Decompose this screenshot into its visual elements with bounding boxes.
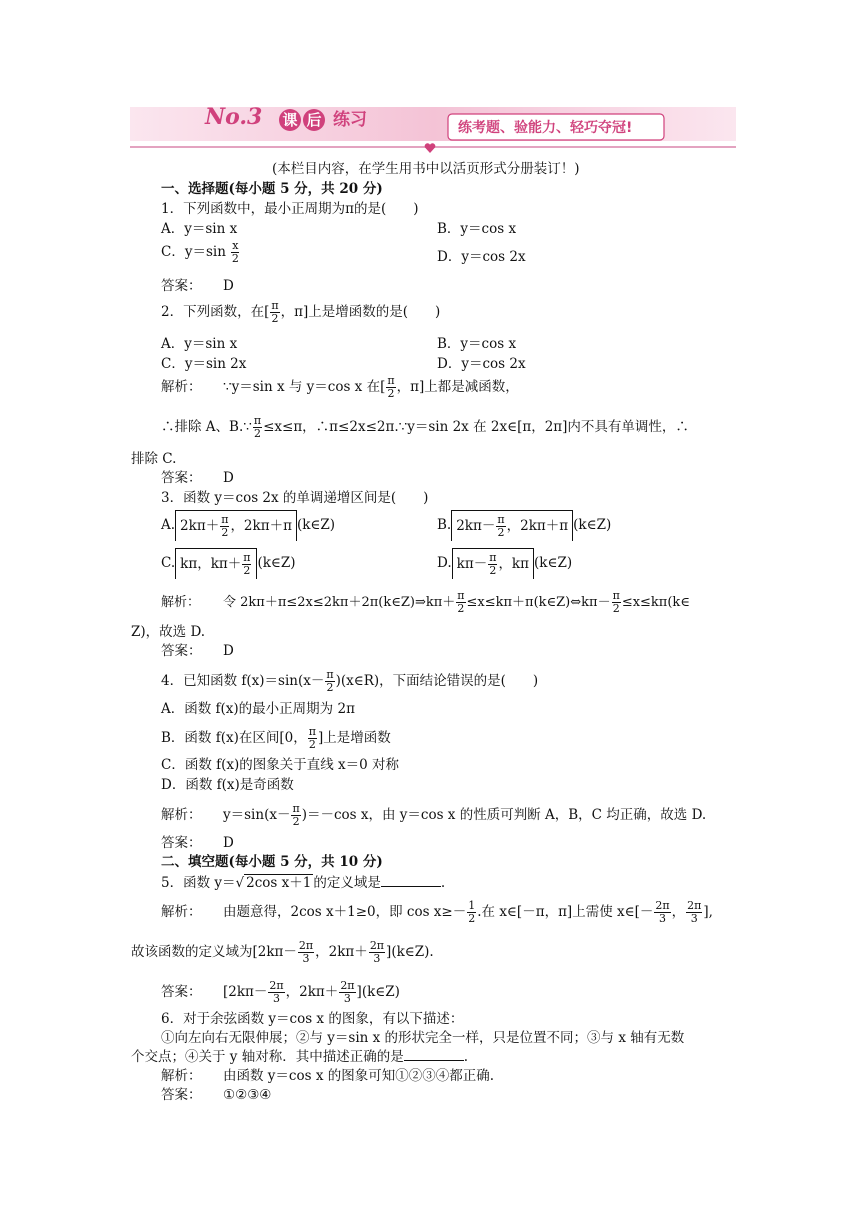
option-label: B.	[437, 517, 452, 533]
option-domain: (k∈Z)	[296, 517, 336, 533]
q2-option-a: A．y＝sin x	[161, 336, 238, 352]
q2-stem	[161, 300, 440, 325]
q4-stem: 4．已知函数 f(x)＝sin(x－ $\frac{\pi}{2}$ )(x∈R)，下面结论错误的是( )	[161, 668, 539, 694]
analysis-label: 解析：	[161, 595, 201, 610]
answer-value: D	[223, 835, 234, 851]
header-logo-char-2: 后	[303, 109, 325, 131]
fraction: $\frac{\pi}{2}$	[253, 414, 262, 440]
q4-option-a: A．函数 f(x)的最小正周期为 2π	[161, 701, 355, 717]
interval: kπ－ $\frac{\pi}{2}$ ，kπ	[452, 548, 534, 579]
q1-stem: 1．下列函数中，最小正周期为π的是( )	[161, 201, 419, 217]
heart-icon	[424, 142, 436, 154]
q5-stem: 5．函数 y＝√ 2cos x＋1 的定义域是 .	[161, 875, 446, 891]
answer-value: D	[223, 278, 234, 294]
binding-note: (本栏目内容，在学生用书中以活页形式分册装订！)	[272, 161, 580, 177]
q2-stem-pre: 2．下列函数，在[	[161, 304, 270, 320]
q6-analysis: 解析： 由函数 y＝cos x 的图象可知①②③④都正确.	[161, 1068, 495, 1084]
q3-option-b	[437, 510, 611, 541]
section-title-choice: 一、选择题(每小题 5 分，共 20 分)	[161, 181, 383, 197]
interval: kπ，kπ＋ $\frac{\pi}{2}$	[175, 548, 257, 579]
answer-value: ①②③④	[223, 1087, 272, 1103]
q5-analysis-line-1: 解析： 由题意得，2cos x＋1≥0，即 cos x≥－ $\frac{1}{2}$ .在 x∈[－π，π]上需使 x∈[－ $\frac{2\pi}{3}$ ， $\frac{2\pi}{3}$ ],	[161, 899, 713, 925]
option-label: C.	[161, 555, 176, 571]
option-label: A.	[161, 517, 176, 533]
section-title-fill: 二、填空题(每小题 5 分，共 10 分)	[161, 854, 383, 870]
header-logo-char-1: 课	[279, 109, 301, 131]
answer-label: 答案：	[161, 643, 202, 659]
q2-answer	[161, 469, 234, 487]
header-logo-title: 练习	[333, 110, 367, 130]
q2-analysis-text: ∴排除 A、B.∵	[161, 419, 252, 435]
q4-answer	[161, 834, 234, 852]
answer-label: 答案：	[161, 984, 202, 1000]
q3-option-d	[437, 548, 572, 579]
q3-answer	[161, 642, 234, 660]
q2-analysis-text: ≤x≤π，∴π≤2x≤2π.∵y＝sin 2x 在 2x∈[π，2π]内不具有单调性，∴	[263, 419, 689, 435]
q4-option-c: C．函数 f(x)的图象关于直线 x＝0 对称	[161, 757, 400, 773]
q2-analysis-text: ∵y＝sin x 与 y＝cos x 在[	[223, 379, 386, 395]
answer-label: 答案：	[161, 470, 202, 486]
interval: 2kπ－ $\frac{\pi}{2}$ ，2kπ＋π	[451, 510, 573, 541]
answer-value: D	[223, 470, 234, 486]
q1-option-c-text: C．y＝sin	[161, 244, 226, 260]
answer-blank[interactable]	[381, 874, 441, 887]
q1-option-c	[161, 240, 240, 265]
q6-answer	[161, 1086, 271, 1104]
q4-option-b: B．函数 f(x)在区间[0， $\frac{\pi}{2}$ ]上是增函数	[161, 725, 391, 751]
q6-stem: 6．对于余弦函数 y＝cos x 的图象，有以下描述：	[161, 1011, 464, 1027]
answer-value: D	[223, 643, 234, 659]
analysis-label: 解析：	[161, 807, 202, 823]
analysis-label: 解析：	[161, 904, 202, 920]
q2-analysis-line-1	[161, 375, 519, 400]
answer-label: 答案：	[161, 835, 202, 851]
option-domain: (k∈Z)	[257, 555, 296, 571]
q3-analysis-line-2: Z)，故选 D.	[131, 624, 206, 640]
header-slogan: 练考题、验能力、轻巧夺冠!	[458, 120, 633, 136]
q3-analysis-line-1: 解析： 令 2kπ＋π≤2x≤2kπ＋2π(k∈Z)⇒kπ＋ $\frac{\pi}{2}$ ≤x≤kπ＋π(k∈Z)⇔kπ－ $\frac{\pi}{2}$ ≤x≤kπ(k∈	[161, 589, 690, 615]
q2-option-d: D．y＝cos 2x	[437, 356, 526, 372]
q2-stem-post: ，π]上是增函数的是( )	[280, 304, 441, 320]
fraction: $\frac{\pi}{2}$	[271, 299, 279, 325]
analysis-label: 解析：	[161, 379, 202, 395]
q2-option-c: C．y＝sin 2x	[161, 356, 247, 372]
answer-blank[interactable]	[404, 1048, 464, 1061]
q6-line-2: ①向左向右无限伸展；②与 y＝sin x 的形状完全一样，只是位置不同；③与 x 轴有无数	[161, 1030, 685, 1046]
q2-analysis-text: ，π]上都是减函数，	[396, 379, 519, 395]
analysis-label: 解析：	[161, 1068, 202, 1084]
interval: 2kπ＋ $\frac{\pi}{2}$ ，2kπ＋π	[175, 510, 297, 541]
q2-option-b: B．y＝cos x	[437, 336, 517, 352]
q5-answer: 答案： [2kπ－ $\frac{2\pi}{3}$ ，2kπ＋ $\frac{2\pi}{3}$ ](k∈Z)	[161, 979, 400, 1005]
q1-option-d: D．y＝cos 2x	[437, 249, 526, 265]
q1-option-a: A．y＝sin x	[161, 221, 238, 237]
q2-analysis-line-2	[161, 415, 689, 440]
q3-option-c	[161, 548, 296, 579]
q4-analysis: 解析： y＝sin(x－ $\frac{\pi}{2}$ )＝－cos x，由 y＝cos x 的性质可判断 A，B，C 均正确，故选 D.	[161, 802, 707, 828]
option-domain: (k∈Z)	[534, 555, 573, 571]
q4-option-d: D．函数 f(x)是奇函数	[161, 777, 294, 793]
option-domain: (k∈Z)	[573, 517, 612, 533]
answer-label: 答案：	[161, 1087, 202, 1103]
q5-analysis-line-2: 故该函数的定义域为[2kπ－ $\frac{2\pi}{3}$ ，2kπ＋ $\frac{2\pi}{3}$ ](k∈Z).	[131, 939, 434, 965]
q6-line-3: 个交点；④关于 y 轴对称．其中描述正确的是 .	[131, 1049, 469, 1065]
answer-label: 答案：	[161, 278, 202, 294]
fraction: $\frac{x}{2}$	[231, 239, 239, 265]
q1-answer	[161, 277, 234, 295]
header-logo-number: No.3	[205, 104, 263, 130]
q2-analysis-line-3: 排除 C.	[131, 451, 177, 467]
q1-option-b: B．y＝cos x	[437, 221, 517, 237]
fraction: $\frac{\pi}{2}$	[387, 374, 395, 400]
q3-stem: 3．函数 y＝cos 2x 的单调递增区间是( )	[161, 490, 429, 506]
option-label: D.	[437, 555, 452, 571]
q3-option-a	[161, 510, 335, 541]
